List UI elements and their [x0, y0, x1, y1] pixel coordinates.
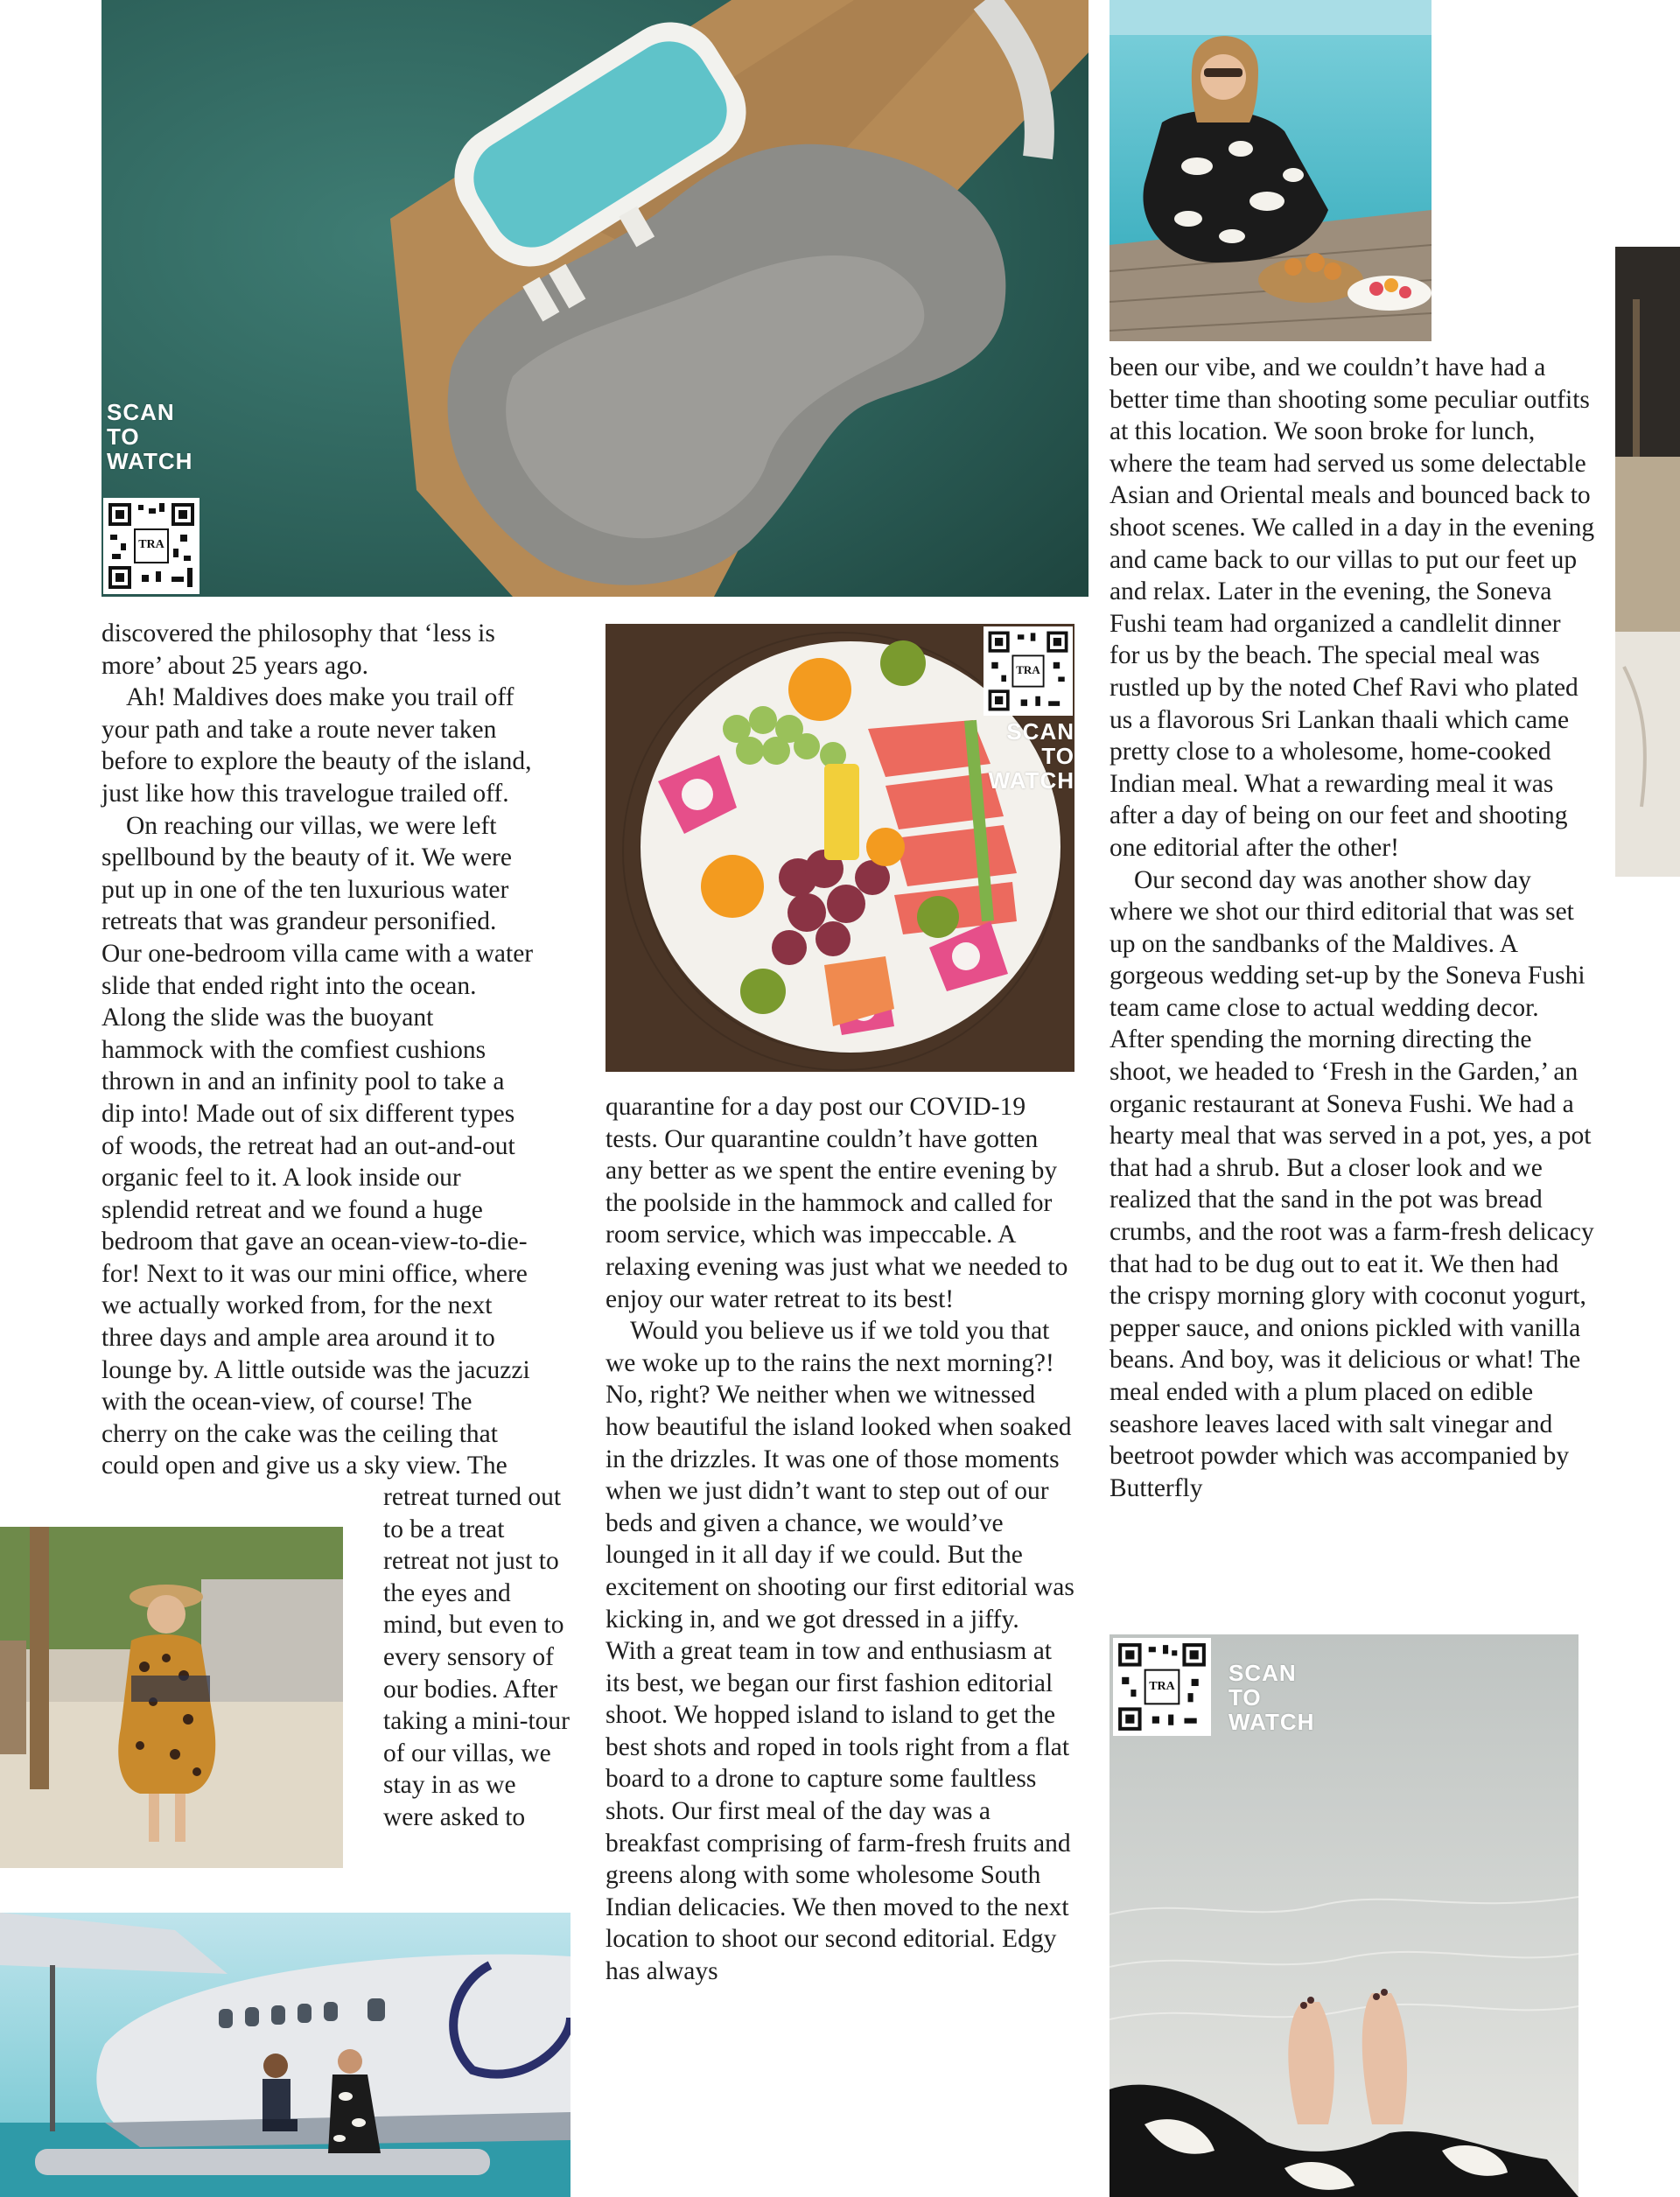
article-column-3 — [1110, 352, 1596, 1504]
paragraph: been our vibe, and we couldn’t have had a better time than shooting some peculiar outfits at this location. We soon broke for lunch, where the team had served us some delectable Asian and Oriental meals and bounced back to shoot scenes. We called in a day in the evening and came back to our villas to put our feet up and relax. Later in the evening, the Soneva Fushi team had organized a candlelit dinner for us by the beach. The special meal was rustled up by the noted Chef Ravi who plated us a flavorous Sri Lankan thaali which came pretty close to a wholesome, home-cooked Indian meal. What a rewarding meal it was after a day of being on our feet and shooting one editorial after the other! — [1110, 353, 1595, 862]
to-text: TO — [1041, 743, 1074, 769]
qr-code-icon[interactable] — [103, 498, 200, 594]
article-column-2 — [606, 1091, 1074, 1988]
article-column-1 — [102, 618, 537, 1482]
watch-text: WATCH — [1228, 1709, 1315, 1735]
paragraph: Would you believe us if we told you that we woke up to the rains the next morning?! No, right? We neither when we witnessed how beautiful the island looked when soaked in the drizzles. It was one of those moments when we just didn’t want to step out of our beds and given a chance, we would’ve lounged in it all day if we could. But the excitement on shooting our first editorial was kicking in, and we got dressed in a jiffy. With a great team in tow and enthusiasm at its best, we began our first fashion editorial shoot. We hopped island to island to get the best shots and roped in tools right from a flat board to a drone to capture some faultless shots. Our first meal of the day was a breakfast comprising of farm-fresh fruits and greens along with some wholesome South Indian delicacies. We then moved to the next location to shoot our second editorial. Edgy has always — [606, 1317, 1074, 1986]
qr-logo-text: TRA — [138, 538, 164, 551]
qr-logo-text: TRA — [1149, 1680, 1175, 1693]
scan-text: SCAN — [1006, 718, 1074, 745]
scan-text: SCAN — [107, 399, 175, 425]
watch-text: WATCH — [988, 767, 1074, 794]
qr-code-icon[interactable] — [984, 626, 1073, 716]
qr-code-icon[interactable] — [1113, 1638, 1211, 1736]
qr-logo-text: TRA — [1016, 663, 1040, 676]
aerial-villa-photo — [102, 0, 1088, 597]
article-column-1-wrap — [383, 1481, 572, 1834]
paragraph: Our second day was another show day where we shot our third editorial that was set up on the sandbanks of the Maldives. A gorgeous wedding set-up by the Soneva Fushi team came close to actual wedding decor. After spending the morning directing the shoot, we headed to ‘Fresh in the Garden,’ an organic restaurant at Soneva Fushi. We had a hearty meal that was served in a pot, yes, a pot that had a shrub. But a closer look and we realized that the sand in the pot was bread crumbs, and the root was a farm-fresh delicacy that had to be dug out to eat it. We then had the crispy morning glory with coconut yogurt, pepper sauce, and onions pickled with vanilla beans. And boy, was it delicious or what! The meal ended with a plum placed on edible seashore leaves laced with salt vinegar and beetroot powder which was accompanied by Butterfly — [1110, 865, 1594, 1502]
to-text: TO — [107, 423, 140, 450]
scan-to-watch-label — [107, 400, 192, 473]
paragraph: retreat turned out to be a treat retreat not just to the eyes and mind, but even to every sensory of our bodies. After taking a mini-tour of our villas, we stay in as we were asked to — [383, 1483, 570, 1831]
seaplane-couple-photo — [0, 1913, 570, 2197]
to-text: TO — [1228, 1684, 1262, 1711]
scan-text: SCAN — [1228, 1660, 1297, 1686]
right-edge-photo — [1615, 247, 1680, 877]
woman-leopard-dress-photo — [0, 1527, 343, 1868]
woman-breakfast-deck-photo — [1110, 0, 1432, 341]
scan-to-watch-label — [1228, 1661, 1314, 1734]
paragraph: Ah! Maldives does make you trail off your path and take a route never taken before to explore the beauty of the island, just like how this travelogue trailed off. — [102, 683, 532, 808]
scan-to-watch-label — [987, 719, 1074, 793]
paragraph: quarantine for a day post our COVID-19 tests. Our quarantine couldn’t have gotten any better as we spent the entire evening by the poolside in the hammock and called for room service, which was impeccable. A relaxing evening was just what we needed to enjoy our water retreat to its best! — [606, 1093, 1068, 1313]
watch-text: WATCH — [107, 448, 193, 474]
paragraph: discovered the philosophy that ‘less is more’ about 25 years ago. — [102, 619, 495, 680]
paragraph: On reaching our villas, we were left spellbound by the beauty of it. We were put up in one of the ten luxurious water retreats that was grandeur personified. Our one-bedroom villa came with a water slide that ended right into the ocean. Along the slide was the buoyant hammock with the comfiest cushions thrown in and an infinity pool to take a dip into! Made out of six different types of woods, the retreat had an out-and-out organic feel to it. A look inside our splendid retreat and we found a huge bedroom that gave an ocean-view-to-die-for! Next to it was our mini office, where we actually worked from, for the next three days and ample area around it to lounge by. A little outside was the jacuzzi with the ocean-view, of course! The cherry on the cake was the ceiling that could open and give us a sky view. The — [102, 811, 534, 1480]
